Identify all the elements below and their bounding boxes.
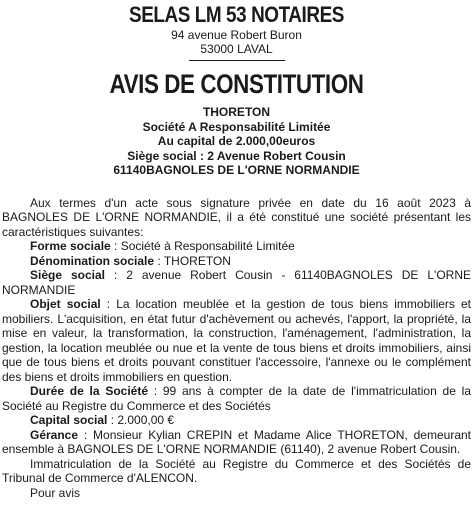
duree-paragraph (2, 384, 471, 413)
notary-firm-name: SELAS LM 53 NOTAIRES (129, 2, 344, 27)
company-type: Société A Responsabilité Limitée (142, 119, 331, 134)
capital-label: Capital social (30, 413, 108, 427)
legal-notice-page (0, 2, 473, 519)
notice-title: AVIS DE CONSTITUTION (109, 69, 364, 99)
immatriculation-paragraph: Immatriculation de la Société au Registre du Commerce et des Sociétés de Tribunal de Commerce d'ALENCON. (2, 456, 471, 485)
closing-line: Pour avis (30, 485, 81, 500)
siege-label: Siège social (30, 268, 105, 282)
denomination-label: Dénomination sociale (30, 253, 155, 268)
objet-paragraph (2, 297, 471, 384)
forme-label: Forme sociale (30, 239, 111, 253)
notice-body (2, 196, 471, 501)
company-capital: Au capital de 2.000,00euros (157, 134, 316, 148)
company-seat-city: 61140BAGNOLES DE L'ORNE NORMANDIE (113, 163, 360, 177)
duree-label: Durée de la Société (30, 384, 149, 398)
gerance-value: : Monsieur Kylian CREPIN et Madame Alice THORETON, demeurant ensemble à BAGNOLES DE L'ORNE NORMANDIE (61140), 2 avenue Robert Cousin. (2, 427, 471, 456)
notary-header (2, 2, 471, 178)
objet-value: : La location meublée et la gestion de tous biens immobiliers et mobiliers. L'acquisition, en état futur d'achèvement ou achevés, l'apport, la propriété, la mise en valeur, la transformation, la construction, l'aménagement, l'administration, la gestion, la location meublée ou nue et la vente de tous biens et droits immobiliers, ainsi que de tous biens et droits pouvant constituer l'accessoire, l'annexe ou le complément des biens et droits immobiliers en question. (2, 297, 471, 384)
notary-address-city: 53000 LAVAL (200, 42, 273, 56)
objet-label: Objet social (30, 297, 101, 311)
company-seat: Siège social : 2 Avenue Robert Cousin (127, 148, 346, 163)
capital-paragraph (2, 413, 471, 428)
gerance-paragraph (2, 428, 471, 457)
denomination-value: : THORETON (154, 253, 231, 268)
notary-address-street: 94 avenue Robert Buron (171, 28, 302, 42)
siege-paragraph (2, 268, 471, 297)
company-name: THORETON (202, 105, 271, 119)
forme-value: : Société à Responsabilité Limitée (110, 239, 295, 253)
intro-paragraph: Aux termes d'un acte sous signature privée en date du 16 août 2023 à BAGNOLES DE L'ORNE NORMANDIE, il a été constitué une société présentant les caractéristiques suivantes: (2, 195, 471, 239)
capital-value: : 2.000,00 € (107, 413, 175, 427)
header-divider (189, 60, 285, 61)
gerance-label: Gérance (30, 427, 79, 442)
forme-paragraph (2, 239, 471, 254)
duree-value: : 99 ans à compter de la date de l'immatriculation de la Société au Registre du Commerce et des Sociétés (2, 384, 471, 413)
denomination-paragraph (2, 254, 471, 269)
company-block (2, 105, 471, 178)
siege-value: : 2 avenue Robert Cousin - 61140BAGNOLES DE L'ORNE NORMANDIE (2, 268, 471, 297)
